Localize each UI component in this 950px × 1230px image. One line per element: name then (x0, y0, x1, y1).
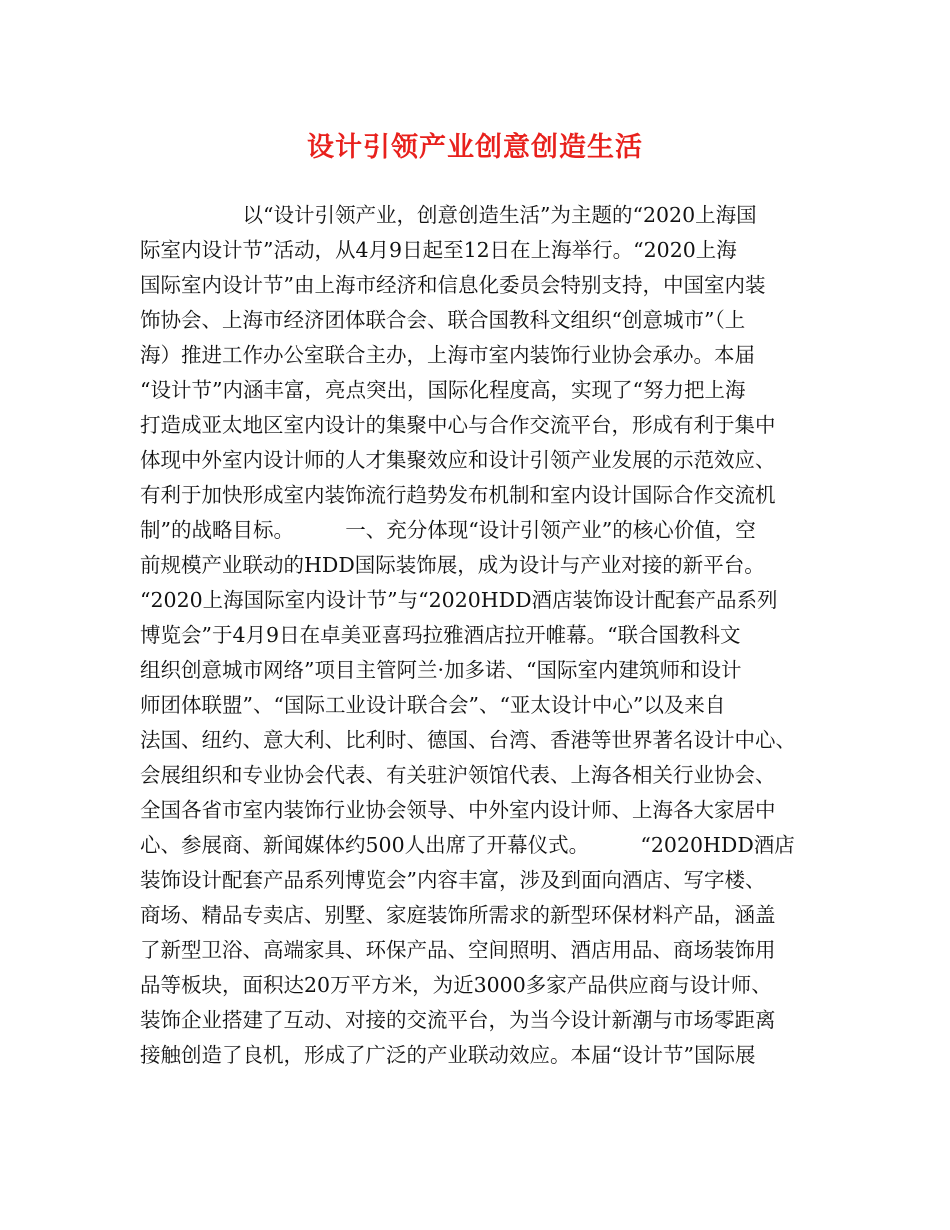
body-line: 心、参展商、新闻媒体约500人出席了开幕仪式。 “2020HDD酒店 (140, 833, 795, 857)
body-line: 体现中外室内设计师的人才集聚效应和设计引领产业发展的示范效应、 (140, 448, 776, 472)
body-line: 商场、精品专卖店、别墅、家庭装饰所需求的新型环保材料产品，涵盖 (140, 903, 776, 927)
body-line: 制”的战略目标。 一、充分体现“设计引领产业”的核心价值，空 (140, 518, 756, 542)
body-line: 接触创造了良机，形成了广泛的产业联动效应。本届“设计节”国际展 (140, 1043, 756, 1067)
body-line: 际室内设计节”活动，从4月9日起至12日在上海举行。“2020上海 (140, 238, 737, 262)
body-line: “2020上海国际室内设计节”与“2020HDD酒店装饰设计配套产品系列 (140, 588, 778, 612)
body-line: 饰协会、上海市经济团体联合会、联合国教科文组织“创意城市”（上 (140, 308, 746, 332)
document-body (140, 198, 830, 1073)
body-line: 会展组织和专业协会代表、有关驻沪领馆代表、上海各相关行业协会、 (140, 763, 776, 787)
body-line: 装饰设计配套产品系列博览会”内容丰富，涉及到面向酒店、写字楼、 (140, 868, 766, 892)
body-line: 前规模产业联动的HDD国际装饰展，成为设计与产业对接的新平台。 (140, 553, 765, 577)
body-line: 法国、纽约、意大利、比利时、德国、台湾、香港等世界著名设计中心、 (140, 728, 796, 752)
body-line: 国际室内设计节”由上海市经济和信息化委员会特别支持，中国室内装 (140, 273, 766, 297)
body-line: 有利于加快形成室内装饰流行趋势发布机制和室内设计国际合作交流机 (140, 483, 776, 507)
body-line: 博览会”于4月9日在卓美亚喜玛拉雅酒店拉开帷幕。“联合国教科文 (140, 623, 741, 647)
document-title: 设计引领产业创意创造生活 (307, 132, 643, 163)
body-line: 打造成亚太地区室内设计的集聚中心与合作交流平台，形成有利于集中 (140, 413, 776, 437)
body-line: 了新型卫浴、高端家具、环保产品、空间照明、酒店用品、商场装饰用 (140, 938, 776, 962)
body-line: 全国各省市室内装饰行业协会领导、中外室内设计师、上海各大家居中 (140, 798, 776, 822)
body-line: 品等板块，面积达20万平方米，为近3000多家产品供应商与设计师、 (140, 973, 772, 997)
body-line: 组织创意城市网络”项目主管阿兰·加多诺、“国际室内建筑师和设计 (140, 658, 742, 682)
body-line: 装饰企业搭建了互动、对接的交流平台，为当今设计新潮与市场零距离 (140, 1008, 776, 1032)
body-line: “设计节”内涵丰富，亮点突出，国际化程度高，实现了“努力把上海 (140, 378, 746, 402)
body-line: 海）推进工作办公室联合主办，上海市室内装饰行业协会承办。本届 (140, 343, 755, 367)
body-line: 以“设计引领产业，创意创造生活”为主题的“2020上海国 (140, 203, 757, 227)
body-line: 师团体联盟”、“国际工业设计联合会”、“亚太设计中心”以及来自 (140, 693, 726, 717)
